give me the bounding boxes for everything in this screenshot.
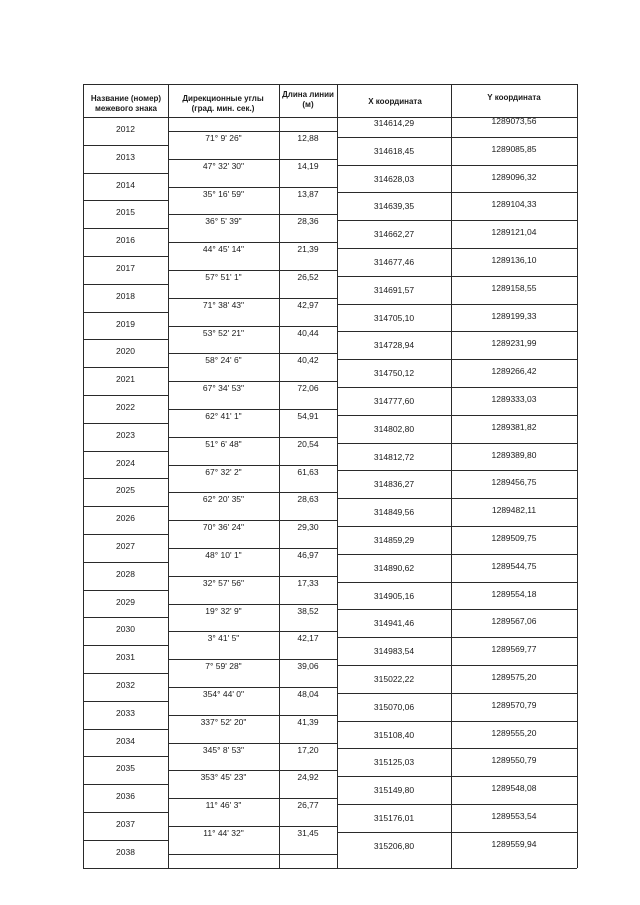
table-row-border xyxy=(168,242,337,243)
y-coordinate-cell: 1289096,32 xyxy=(491,171,537,182)
table-row-border xyxy=(168,520,337,521)
point-name-cell: 2033 xyxy=(116,707,135,718)
direction-angle-cell: 67° 34' 53" xyxy=(202,383,245,394)
table-row-border xyxy=(83,145,168,146)
x-coordinate-cell: 314618,45 xyxy=(373,145,415,156)
y-coordinate-cell: 1289553,54 xyxy=(491,811,537,821)
point-name-cell: 2013 xyxy=(116,151,135,162)
y-coordinate-cell: 1289389,80 xyxy=(491,449,537,460)
y-coordinate-cell: 1289559,94 xyxy=(491,838,537,849)
table-row-border xyxy=(337,331,577,332)
line-length-cell: 61,63 xyxy=(297,466,319,477)
y-coordinate-cell: 1289085,85 xyxy=(491,143,537,154)
line-length-cell: 41,39 xyxy=(297,716,319,727)
x-coordinate-cell: 314859,29 xyxy=(373,535,415,545)
table-row-border xyxy=(168,687,337,688)
line-length-cell: 28,63 xyxy=(297,494,319,505)
table-row-border xyxy=(337,554,577,555)
y-coordinate-cell: 1289199,33 xyxy=(491,310,537,321)
x-coordinate-cell: 314639,35 xyxy=(373,201,415,212)
x-coordinate-cell: 315125,03 xyxy=(373,757,415,768)
point-name-cell: 2017 xyxy=(116,263,135,273)
table-row-border xyxy=(83,673,168,674)
x-coordinate-cell: 314691,57 xyxy=(373,284,415,295)
table-row-border xyxy=(337,582,577,583)
table-row-border xyxy=(83,228,168,229)
table-column-border xyxy=(83,84,84,868)
table-row-border xyxy=(168,770,337,771)
header-y-column: Y координата xyxy=(487,93,541,102)
line-length-cell: 24,92 xyxy=(297,772,319,783)
y-coordinate-cell: 1289121,04 xyxy=(491,227,537,238)
direction-angle-cell: 71° 38' 43" xyxy=(202,299,245,310)
y-coordinate-cell: 1289555,20 xyxy=(491,727,537,738)
point-name-cell: 2034 xyxy=(116,735,135,746)
direction-angle-cell: 337° 52' 20" xyxy=(200,716,247,727)
table-row-border xyxy=(337,526,577,527)
x-coordinate-cell: 314836,27 xyxy=(373,479,415,490)
table-row-border xyxy=(337,387,577,388)
direction-angle-cell: 11° 46' 3" xyxy=(205,800,242,811)
y-coordinate-cell: 1289509,75 xyxy=(491,533,537,543)
table-row-border xyxy=(168,159,337,160)
y-coordinate-cell: 1289569,77 xyxy=(491,644,537,655)
table-row-border xyxy=(168,409,337,410)
x-coordinate-cell: 314812,72 xyxy=(373,451,415,462)
line-length-cell: 40,44 xyxy=(297,327,319,338)
table-row-border xyxy=(83,812,168,813)
line-length-cell: 21,39 xyxy=(297,244,319,255)
y-coordinate-cell: 1289570,79 xyxy=(491,699,537,710)
x-coordinate-cell: 314905,16 xyxy=(373,590,415,601)
header-name-column: Название (номер) межевого знака xyxy=(90,94,162,113)
table-row-border xyxy=(337,248,577,249)
y-coordinate-cell: 1289266,42 xyxy=(491,366,537,377)
table-row-border xyxy=(337,276,577,277)
table-row-border xyxy=(168,631,337,632)
point-name-cell: 2037 xyxy=(116,819,135,829)
line-length-cell: 29,30 xyxy=(297,522,319,533)
table-row-border xyxy=(83,590,168,591)
header-x-column: X координата xyxy=(368,97,422,106)
point-name-cell: 2014 xyxy=(116,179,135,190)
table-row-border xyxy=(337,776,577,777)
table-row-border xyxy=(337,220,577,221)
table-row-border xyxy=(168,131,337,132)
point-name-cell: 2031 xyxy=(116,652,135,663)
table-row-border xyxy=(337,665,577,666)
point-name-cell: 2036 xyxy=(116,791,135,802)
y-coordinate-cell: 1289231,99 xyxy=(491,338,537,349)
line-length-cell: 54,91 xyxy=(297,410,319,421)
point-name-cell: 2012 xyxy=(116,124,135,134)
y-coordinate-cell: 1289456,75 xyxy=(491,477,537,488)
table-row-border xyxy=(168,298,337,299)
table-row-border xyxy=(83,339,168,340)
direction-angle-cell: 71° 9' 26" xyxy=(205,132,242,143)
point-name-cell: 2018 xyxy=(116,290,135,301)
line-length-cell: 13,87 xyxy=(297,188,319,199)
table-row-border xyxy=(337,192,577,193)
direction-angle-cell: 62° 41' 1" xyxy=(205,410,242,421)
point-name-cell: 2029 xyxy=(116,596,135,607)
direction-angle-cell: 353° 45' 23" xyxy=(200,772,247,783)
y-coordinate-cell: 1289554,18 xyxy=(491,588,537,599)
line-length-cell: 26,52 xyxy=(297,271,319,282)
direction-angle-cell: 57° 51' 1" xyxy=(205,271,242,282)
table-row-border xyxy=(168,187,337,188)
direction-angle-cell: 7° 59' 28" xyxy=(205,661,242,672)
table-bottom-border xyxy=(83,868,577,869)
x-coordinate-cell: 315108,40 xyxy=(373,729,415,740)
table-row-border xyxy=(337,415,577,416)
x-coordinate-cell: 314750,12 xyxy=(373,368,415,379)
line-length-cell: 28,36 xyxy=(297,216,319,227)
y-coordinate-cell: 1289544,75 xyxy=(491,560,537,571)
y-coordinate-cell: 1289136,10 xyxy=(491,255,537,265)
line-length-cell: 72,06 xyxy=(297,383,319,394)
table-row-border xyxy=(168,798,337,799)
y-coordinate-cell: 1289575,20 xyxy=(491,672,537,682)
x-coordinate-cell: 314849,56 xyxy=(373,507,415,518)
table-row-border xyxy=(168,326,337,327)
x-coordinate-cell: 314677,46 xyxy=(373,257,415,267)
point-name-cell: 2024 xyxy=(116,457,135,468)
line-length-cell: 26,77 xyxy=(297,800,319,811)
table-row-border xyxy=(168,270,337,271)
x-coordinate-cell: 314802,80 xyxy=(373,423,415,434)
line-length-cell: 39,06 xyxy=(297,661,319,672)
point-name-cell: 2026 xyxy=(116,513,135,524)
direction-angle-cell: 35° 16' 59" xyxy=(202,188,245,199)
direction-angle-cell: 70° 36' 24" xyxy=(202,522,245,533)
direction-angle-cell: 32° 57' 56" xyxy=(202,577,245,588)
line-length-cell: 14,19 xyxy=(297,160,319,171)
direction-angle-cell: 11° 44' 32" xyxy=(203,827,244,838)
table-row-border xyxy=(83,367,168,368)
x-coordinate-cell: 314728,94 xyxy=(373,340,415,351)
point-name-cell: 2021 xyxy=(116,374,135,385)
table-row-border xyxy=(168,548,337,549)
x-coordinate-cell: 315070,06 xyxy=(373,701,415,712)
x-coordinate-cell: 314628,03 xyxy=(373,173,415,184)
table-row-border xyxy=(337,804,577,805)
x-coordinate-cell: 315206,80 xyxy=(373,840,415,851)
table-row-border xyxy=(168,214,337,215)
direction-angle-cell: 36° 5' 39" xyxy=(205,216,242,227)
header-angle-column: Дирекционные углы (град. мин. сек.) xyxy=(182,94,264,113)
point-name-cell: 2032 xyxy=(116,680,135,690)
table-row-border xyxy=(83,256,168,257)
table-row-border xyxy=(83,729,168,730)
line-length-cell: 20,54 xyxy=(297,438,319,449)
table-row-border xyxy=(83,645,168,646)
table-row-border xyxy=(83,284,168,285)
line-length-cell: 38,52 xyxy=(297,605,319,616)
y-coordinate-cell: 1289381,82 xyxy=(491,421,537,432)
table-row-border xyxy=(83,506,168,507)
table-row-border xyxy=(83,784,168,785)
y-coordinate-cell: 1289073,56 xyxy=(491,116,537,126)
table-row-border xyxy=(337,609,577,610)
table-row-border xyxy=(337,443,577,444)
point-name-cell: 2023 xyxy=(116,429,135,440)
point-name-cell: 2038 xyxy=(116,846,135,857)
point-name-cell: 2015 xyxy=(116,207,135,218)
table-row-border xyxy=(83,173,168,174)
table-row-border xyxy=(83,478,168,479)
point-name-cell: 2025 xyxy=(116,485,135,496)
y-coordinate-cell: 1289482,11 xyxy=(491,505,537,516)
point-name-cell: 2030 xyxy=(116,624,135,635)
table-column-border xyxy=(577,84,578,868)
table-row-border xyxy=(83,701,168,702)
table-row-border xyxy=(337,470,577,471)
table-row-border xyxy=(168,604,337,605)
table-row-border xyxy=(337,165,577,166)
table-row-border xyxy=(337,721,577,722)
table-row-border xyxy=(83,840,168,841)
line-length-cell: 40,42 xyxy=(297,355,319,366)
table-row-border xyxy=(168,854,337,855)
direction-angle-cell: 48° 10' 1" xyxy=(205,549,242,560)
direction-angle-cell: 58° 24' 6" xyxy=(205,355,242,366)
line-length-cell: 17,33 xyxy=(297,577,319,588)
table-row-border xyxy=(168,576,337,577)
table-row-border xyxy=(168,353,337,354)
direction-angle-cell: 47° 32' 30" xyxy=(202,160,245,171)
table-row-border xyxy=(337,304,577,305)
point-name-cell: 2016 xyxy=(116,235,135,246)
table-row-border xyxy=(168,437,337,438)
direction-angle-cell: 53° 52' 21" xyxy=(202,327,245,338)
x-coordinate-cell: 314777,60 xyxy=(373,396,415,406)
table-row-border xyxy=(83,562,168,563)
line-length-cell: 31,45 xyxy=(297,827,319,838)
x-coordinate-cell: 314662,27 xyxy=(373,229,415,240)
table-row-border xyxy=(168,659,337,660)
point-name-cell: 2019 xyxy=(116,318,135,329)
direction-angle-cell: 345° 8' 53" xyxy=(202,744,245,755)
y-coordinate-cell: 1289548,08 xyxy=(491,783,537,794)
table-row-border xyxy=(337,748,577,749)
table-row-border xyxy=(83,756,168,757)
point-name-cell: 2035 xyxy=(116,763,135,774)
table-row-border xyxy=(337,359,577,360)
line-length-cell: 17,20 xyxy=(297,744,319,755)
line-length-cell: 48,04 xyxy=(297,688,319,699)
table-row-border xyxy=(337,693,577,694)
table-row-border xyxy=(337,137,577,138)
x-coordinate-cell: 315149,80 xyxy=(373,785,415,796)
y-coordinate-cell: 1289567,06 xyxy=(491,616,537,627)
y-coordinate-cell: 1289333,03 xyxy=(491,394,537,404)
x-coordinate-cell: 314890,62 xyxy=(373,562,415,573)
table-row-border xyxy=(168,826,337,827)
line-length-cell: 12,88 xyxy=(297,132,319,143)
y-coordinate-cell: 1289550,79 xyxy=(491,755,537,766)
line-length-cell: 42,97 xyxy=(297,299,319,310)
table-row-border xyxy=(168,492,337,493)
direction-angle-cell: 3° 41' 5" xyxy=(207,633,240,644)
table-row-border xyxy=(83,423,168,424)
table-row-border xyxy=(337,637,577,638)
x-coordinate-cell: 314941,46 xyxy=(373,618,415,629)
table-row-border xyxy=(337,498,577,499)
direction-angle-cell: 62° 20' 35" xyxy=(202,494,245,505)
direction-angle-cell: 354° 44' 0" xyxy=(202,688,245,699)
point-name-cell: 2022 xyxy=(116,402,135,412)
direction-angle-cell: 19° 32' 9" xyxy=(205,605,242,616)
table-row-border xyxy=(83,200,168,201)
direction-angle-cell: 44° 45' 14" xyxy=(202,244,245,255)
y-coordinate-cell: 1289104,33 xyxy=(491,199,537,210)
line-length-cell: 42,17 xyxy=(297,633,319,644)
table-row-border xyxy=(168,715,337,716)
point-name-cell: 2027 xyxy=(116,541,135,551)
table-row-border xyxy=(83,451,168,452)
table-row-border xyxy=(83,617,168,618)
table-row-border xyxy=(168,381,337,382)
direction-angle-cell: 67° 32' 2" xyxy=(205,466,242,477)
x-coordinate-cell: 314614,29 xyxy=(373,118,415,128)
x-coordinate-cell: 315176,01 xyxy=(373,813,415,823)
direction-angle-cell: 51° 6' 48" xyxy=(205,438,242,449)
x-coordinate-cell: 314983,54 xyxy=(373,646,415,657)
point-name-cell: 2028 xyxy=(116,568,135,579)
point-name-cell: 2020 xyxy=(116,346,135,357)
table-row-border xyxy=(83,534,168,535)
table-row-border xyxy=(168,743,337,744)
x-coordinate-cell: 315022,22 xyxy=(373,674,415,684)
table-row-border xyxy=(83,312,168,313)
y-coordinate-cell: 1289158,55 xyxy=(491,282,537,293)
x-coordinate-cell: 314705,10 xyxy=(373,312,415,323)
table-row-border xyxy=(168,465,337,466)
line-length-cell: 46,97 xyxy=(297,549,319,560)
table-top-border xyxy=(83,84,577,85)
table-row-border xyxy=(83,395,168,396)
header-length-column: Длина линии (м) xyxy=(282,90,334,109)
table-row-border xyxy=(337,832,577,833)
